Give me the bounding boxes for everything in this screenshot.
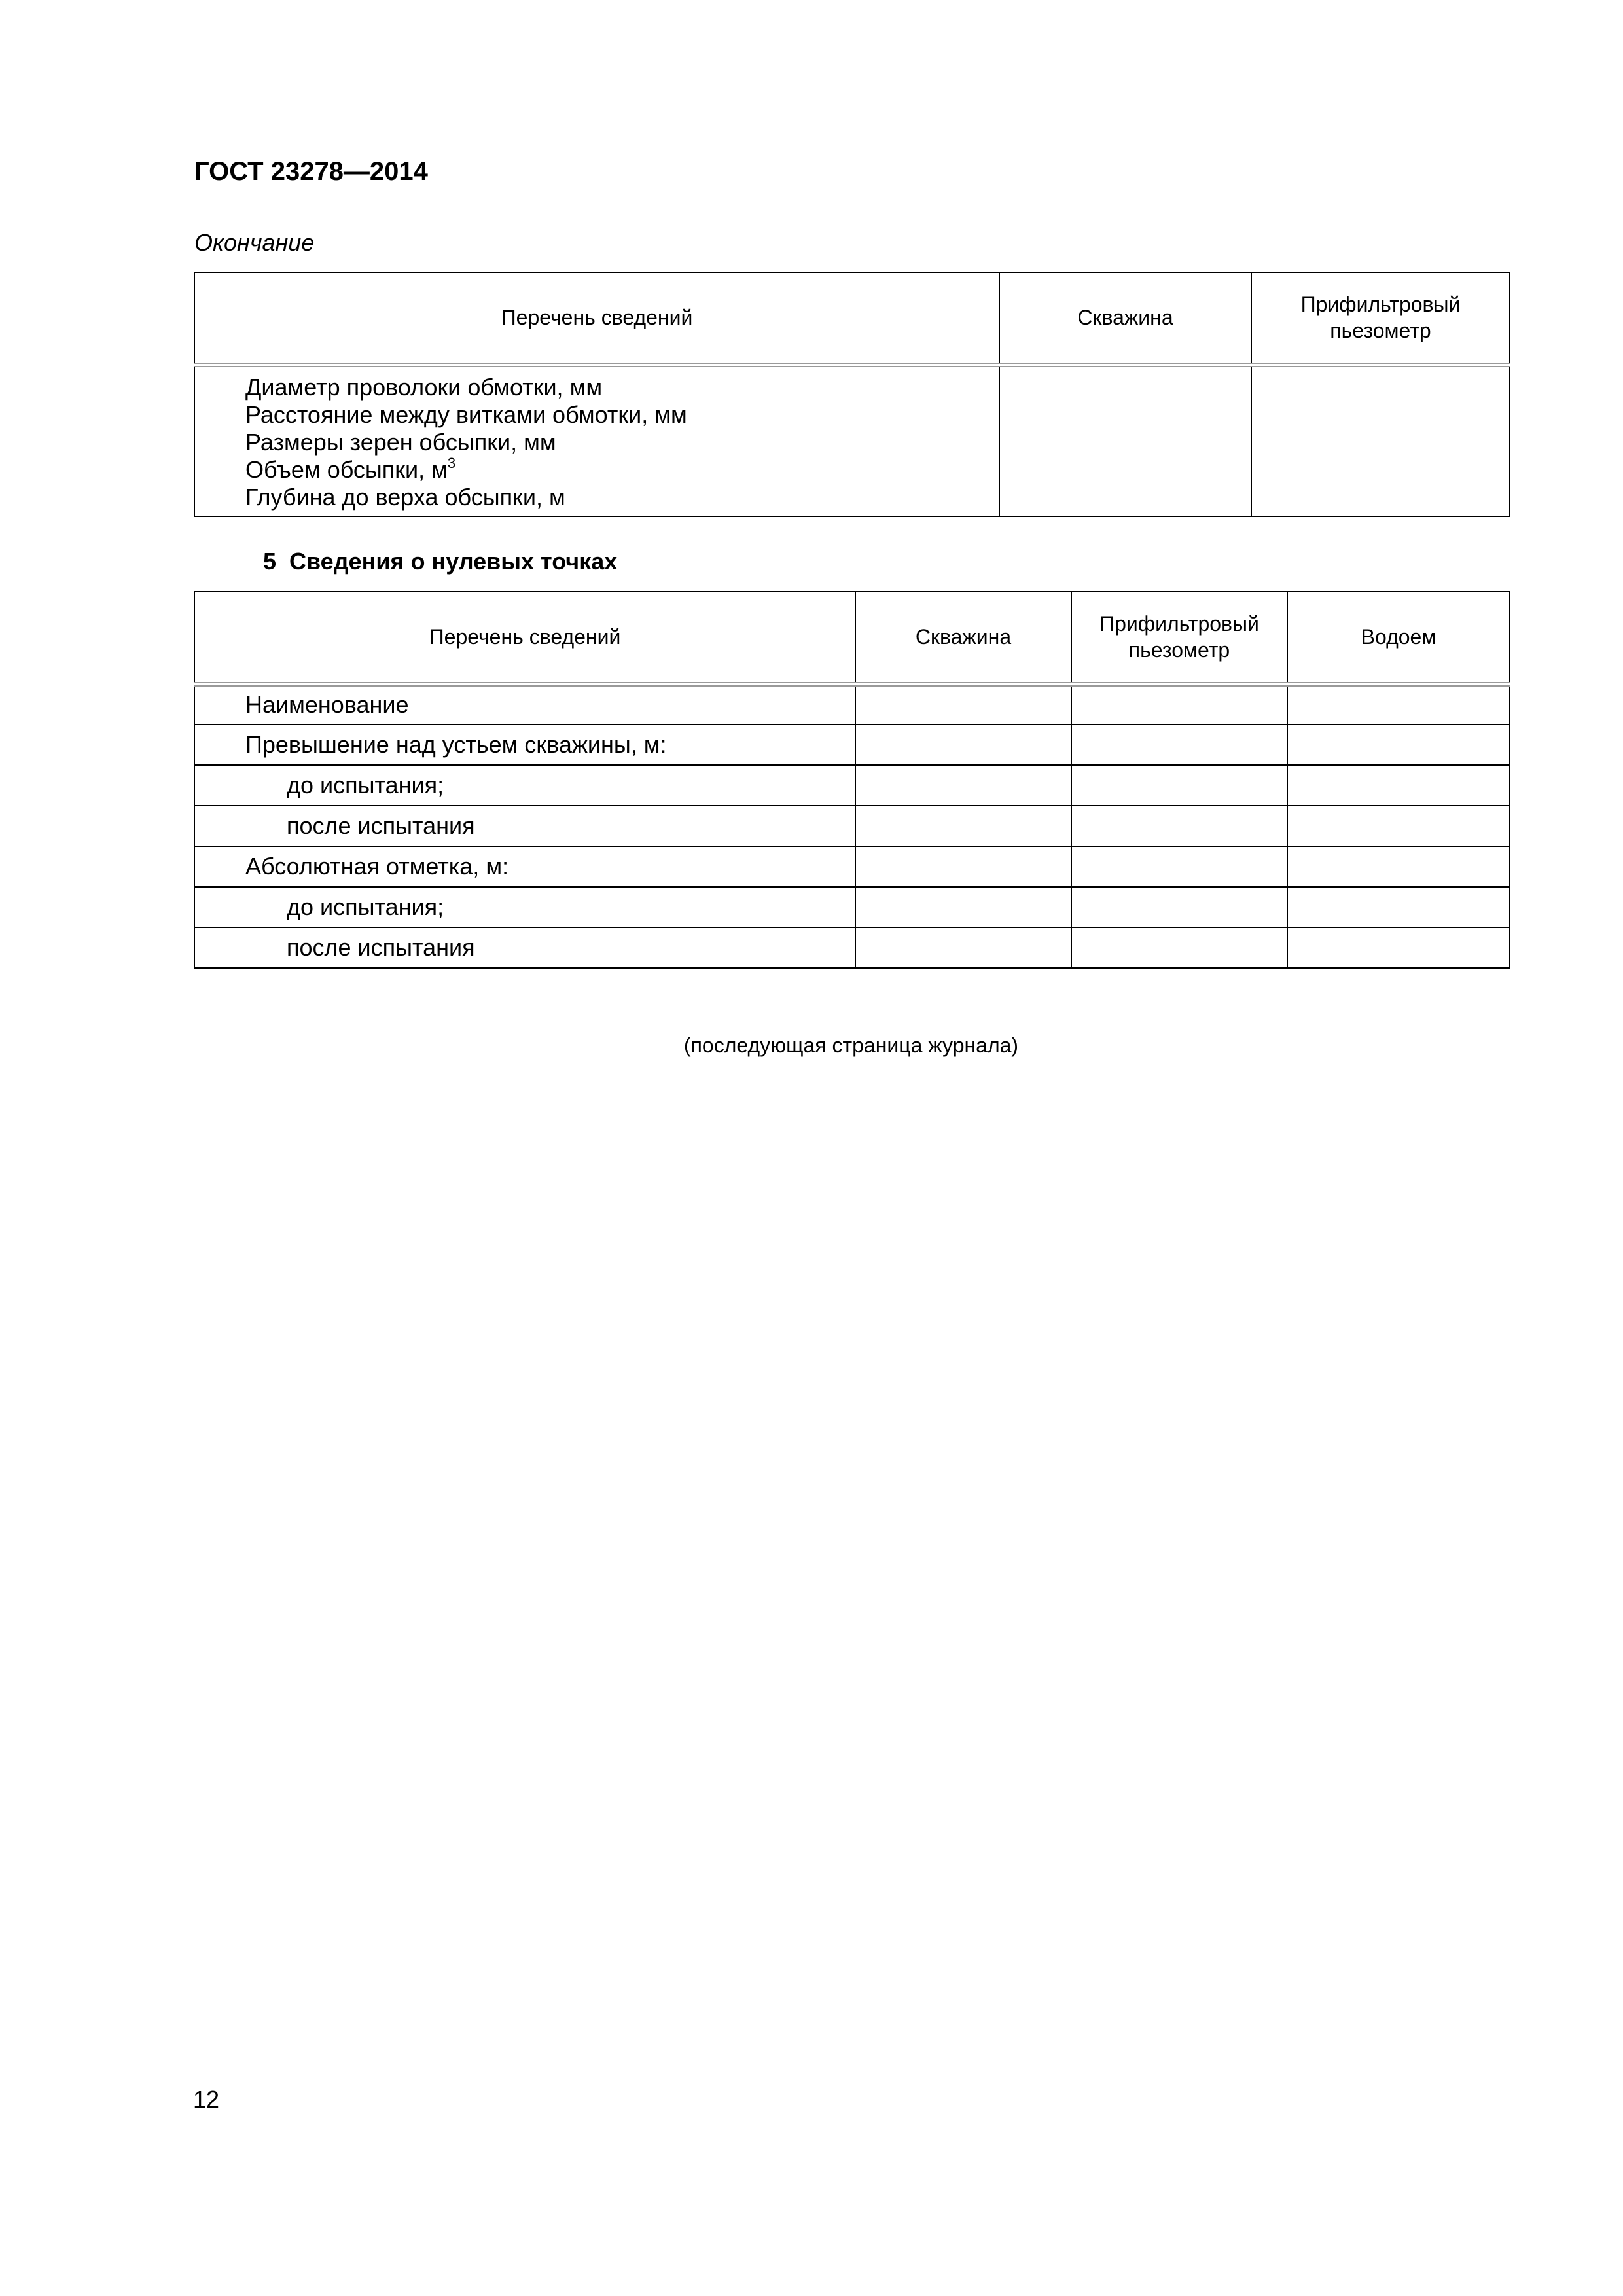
empty-cell [1251,365,1510,516]
superscript: 3 [447,454,456,471]
list-item: Расстояние между витками обмотки, мм [245,401,687,428]
list-cell [194,365,999,516]
table-row [194,846,1510,887]
empty-cell [1287,684,1510,725]
table-row [194,887,1510,927]
empty-cell [855,765,1071,806]
empty-cell [1287,887,1510,927]
empty-cell [1071,765,1287,806]
column-header-list: Перечень сведений [194,592,855,684]
empty-cell [1287,846,1510,887]
well-construction-table [194,272,1510,517]
table-row [194,365,1510,516]
empty-cell [1287,806,1510,846]
table-row [194,684,1510,725]
zero-points-table [194,591,1510,969]
page-number: 12 [193,2086,220,2113]
list-item [195,456,999,484]
row-label: до испытания; [194,887,855,927]
column-header-well: Скважина [999,272,1251,365]
row-label: Абсолютная отметка, м: [194,846,855,887]
table-row [194,765,1510,806]
empty-cell [1071,806,1287,846]
column-header-list: Перечень сведений [194,272,999,365]
empty-cell [1071,684,1287,725]
table-row [194,806,1510,846]
row-label: Наименование [194,684,855,725]
column-header-reservoir: Водоем [1287,592,1510,684]
table-header-row [194,272,1510,365]
empty-cell [855,725,1071,765]
empty-cell [1287,927,1510,968]
row-label: Превышение над устьем скважины, м: [194,725,855,765]
empty-cell [1071,927,1287,968]
empty-cell [1071,887,1287,927]
next-page-note: (последующая страница журнала) [683,1033,1019,1057]
empty-cell [855,806,1071,846]
column-header-piezometer: Прифильтровый пьезометр [1251,272,1510,365]
empty-cell [855,846,1071,887]
section-number: 5 [263,548,277,575]
list-item: Глубина до верха обсыпки, м [245,483,565,511]
list-item: Размеры зерен обсыпки, мм [245,428,556,456]
empty-cell [855,887,1071,927]
section-heading [263,548,617,575]
empty-cell [999,365,1251,516]
table-header-row [194,592,1510,684]
section-title: Сведения о нулевых точках [289,548,618,575]
column-header-piezometer: Прифильтровый пьезометр [1071,592,1287,684]
list-item: Диаметр проволоки обмотки, мм [245,373,603,401]
empty-cell [855,684,1071,725]
table-row [194,725,1510,765]
table-row [194,927,1510,968]
row-label: после испытания [194,927,855,968]
row-label: до испытания; [194,765,855,806]
empty-cell [1071,725,1287,765]
empty-cell [1071,846,1287,887]
row-label: после испытания [194,806,855,846]
continuation-label: Окончание [194,229,315,256]
document-code: ГОСТ 23278—2014 [194,157,428,186]
empty-cell [1287,725,1510,765]
empty-cell [855,927,1071,968]
empty-cell [1287,765,1510,806]
column-header-well: Скважина [855,592,1071,684]
list-item-text: Объем обсыпки, м [245,456,448,483]
